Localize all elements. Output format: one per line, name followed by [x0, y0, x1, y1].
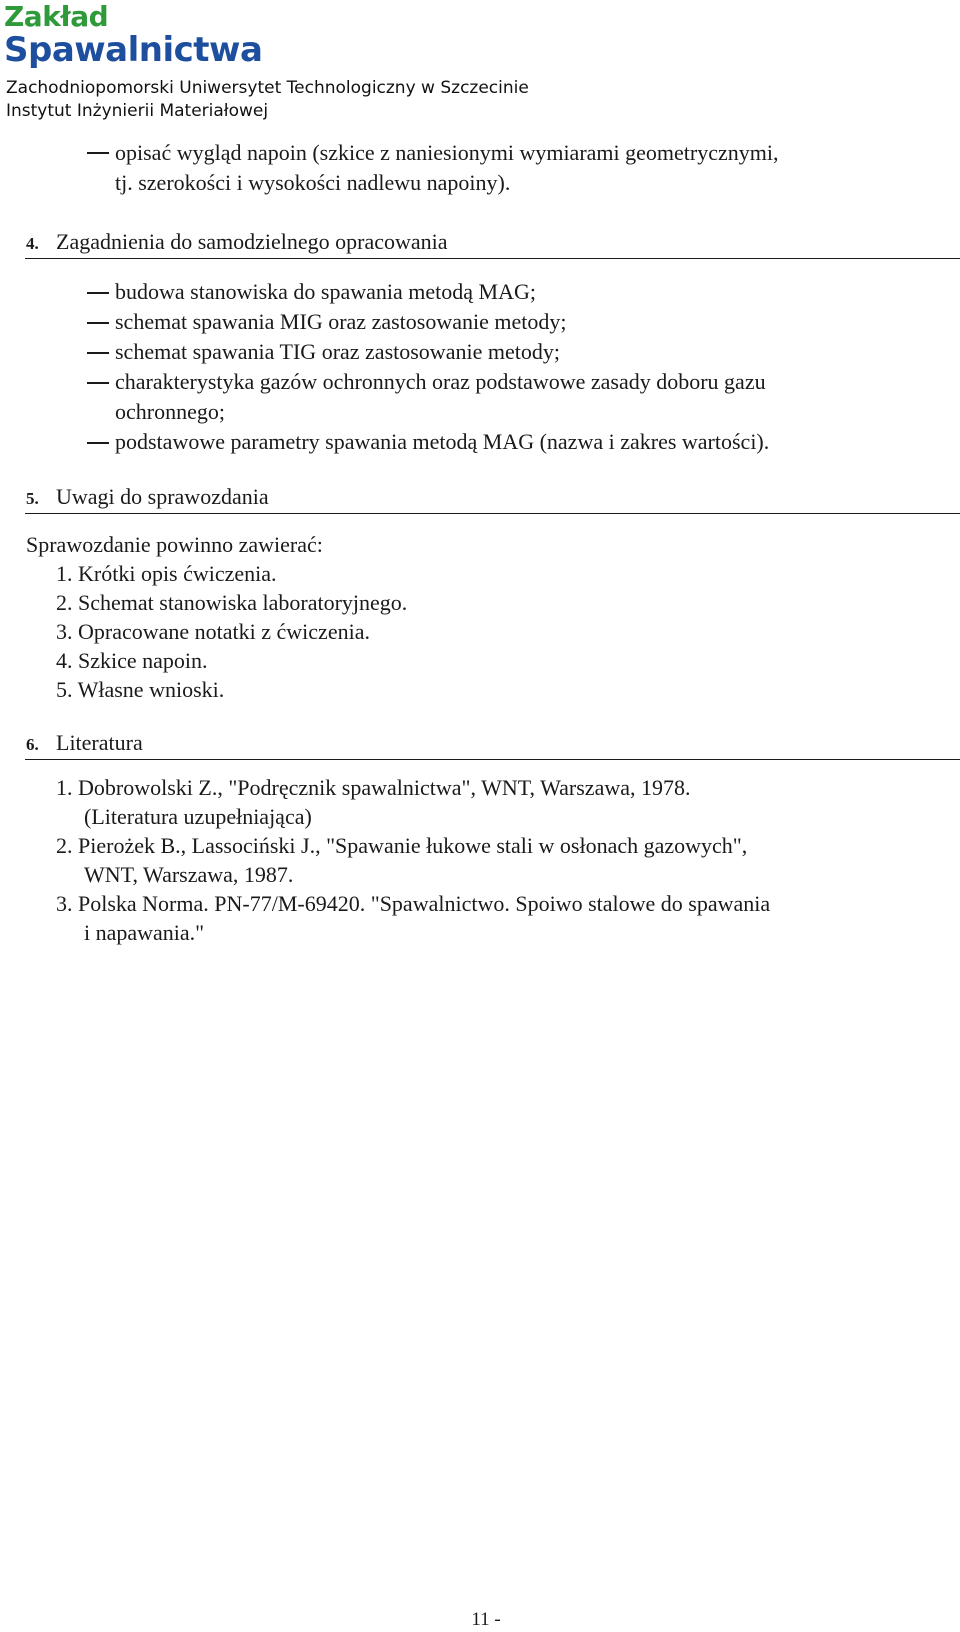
- list-item-continuation: ochronnego;: [115, 399, 225, 424]
- bullet-dash: [87, 152, 109, 154]
- list-item: schemat spawania TIG oraz zastosowanie metody;: [115, 339, 560, 364]
- section-5-number: 5.: [26, 489, 39, 508]
- section-5-rule: [25, 513, 960, 514]
- university-name: Zachodniopomorski Uniwersytet Technologiczny w Szczecinie: [6, 78, 529, 98]
- list-item: budowa stanowiska do spawania metodą MAG;: [115, 279, 536, 304]
- page-number: 11 -: [471, 1609, 501, 1630]
- bullet-dash: [87, 442, 109, 444]
- reference-continuation: WNT, Warszawa, 1987.: [84, 862, 294, 887]
- section-6-title: Literatura: [56, 730, 143, 755]
- reference-item: 1. Dobrowolski Z., "Podręcznik spawalnictwa", WNT, Warszawa, 1978.: [56, 775, 691, 800]
- list-item: 2. Schemat stanowiska laboratoryjnego.: [56, 590, 408, 615]
- reference-note: (Literatura uzupełniająca): [84, 804, 312, 829]
- reference-item: 2. Pierożek B., Lassociński J., "Spawanie łukowe stali w osłonach gazowych",: [56, 833, 748, 858]
- list-item: 4. Szkice napoin.: [56, 648, 208, 673]
- institute-name: Instytut Inżynierii Materiałowej: [6, 101, 269, 121]
- bullet-dash: [87, 382, 109, 384]
- intro-item-line1: opisać wygląd napoin (szkice z naniesionymi wymiarami geometrycznymi,: [115, 140, 779, 165]
- section-6-rule: [25, 759, 960, 760]
- list-item: 1. Krótki opis ćwiczenia.: [56, 561, 277, 586]
- list-item: charakterystyka gazów ochronnych oraz podstawowe zasady doboru gazu: [115, 369, 766, 394]
- bullet-dash: [87, 352, 109, 354]
- reference-item: 3. Polska Norma. PN-77/M-69420. "Spawalnictwo. Spoiwo stalowe do spawania: [56, 891, 771, 916]
- section-4-rule: [25, 258, 960, 259]
- list-item: 3. Opracowane notatki z ćwiczenia.: [56, 619, 370, 644]
- list-item: podstawowe parametry spawania metodą MAG (nazwa i zakres wartości).: [115, 429, 770, 454]
- report-intro: Sprawozdanie powinno zawierać:: [26, 532, 323, 557]
- section-4-title: Zagadnienia do samodzielnego opracowania: [56, 229, 448, 254]
- bullet-dash: [87, 322, 109, 324]
- reference-continuation: i napawania.": [84, 920, 205, 945]
- section-4-number: 4.: [26, 234, 39, 253]
- intro-item-line2: tj. szerokości i wysokości nadlewu napoiny).: [115, 170, 511, 195]
- bullet-dash: [87, 292, 109, 294]
- logo-text-spawalnictwa: Spawalnictwa: [4, 30, 263, 70]
- section-6-number: 6.: [26, 735, 39, 754]
- department-logo: [4, 2, 262, 68]
- logo-text-zaklad: Zakład: [4, 0, 109, 33]
- list-item: schemat spawania MIG oraz zastosowanie metody;: [115, 309, 567, 334]
- list-item: 5. Własne wnioski.: [56, 677, 225, 702]
- section-5-title: Uwagi do sprawozdania: [56, 484, 269, 509]
